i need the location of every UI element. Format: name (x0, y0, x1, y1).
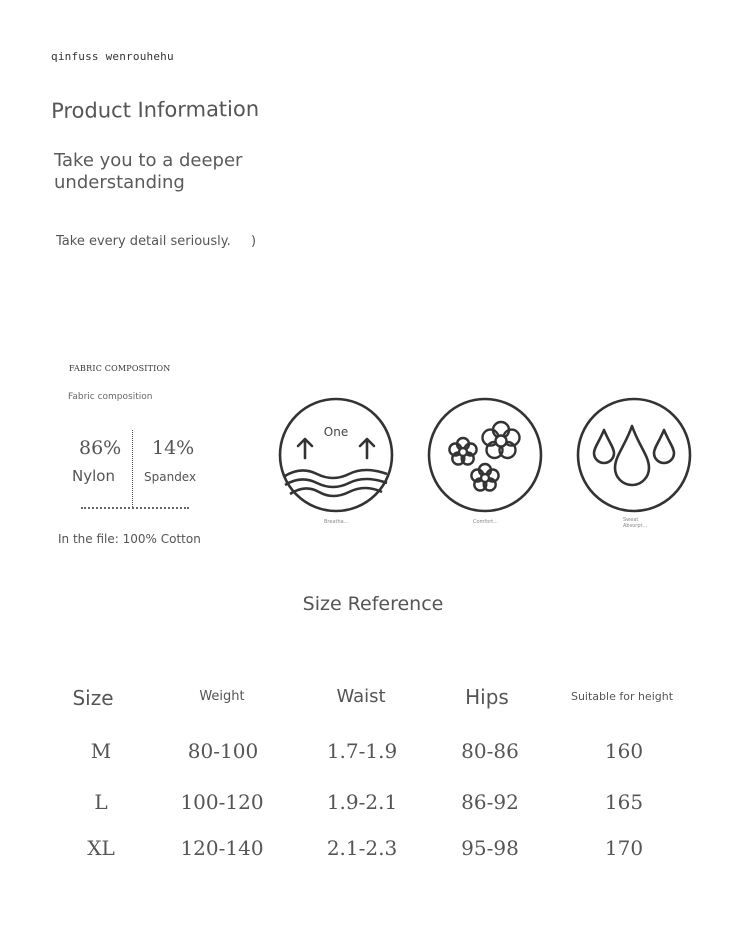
size-reference-title: Size Reference (302, 593, 444, 615)
table-cell-size: M (90, 739, 112, 763)
page-title: Product Information (51, 96, 260, 123)
fabric-subheading: Fabric composition (68, 392, 153, 402)
fabric-heading: FABRIC COMPOSITION (69, 364, 171, 373)
water-drops-icon (575, 396, 693, 514)
table-cell-size: XL (87, 836, 115, 860)
breathable-icon (277, 396, 395, 514)
table-cell-weight: 100-120 (180, 790, 264, 814)
header-height: Suitable for height (570, 690, 674, 703)
table-cell-height: 170 (604, 836, 644, 860)
nylon-percent: 86% (79, 437, 122, 459)
breathable-label: Breatha... (324, 519, 349, 525)
header-size: Size (72, 686, 114, 710)
header-hips: Hips (465, 685, 509, 709)
brand-name: qinfuss wenrouhehu (51, 50, 174, 63)
composition-underline (81, 507, 189, 509)
spandex-label: Spandex (144, 470, 197, 484)
table-cell-height: 165 (604, 790, 644, 814)
spandex-percent: 14% (152, 437, 195, 459)
sweat-absorb-label: Sweat Absorpt... (623, 517, 648, 529)
table-cell-hips: 86-92 (461, 790, 519, 814)
table-cell-hips: 80-86 (461, 739, 519, 763)
table-cell-waist: 1.9-2.1 (326, 790, 398, 814)
file-note: In the file: 100% Cotton (58, 532, 201, 546)
table-cell-hips: 95-98 (461, 836, 519, 860)
table-cell-size: L (94, 790, 108, 814)
table-cell-waist: 2.1-2.3 (326, 836, 398, 860)
header-waist: Waist (336, 686, 386, 707)
table-cell-weight: 80-100 (187, 739, 259, 763)
header-weight: Weight (199, 689, 245, 704)
page-subtitle: Take you to a deeper understanding (54, 150, 243, 193)
breathable-inner-text: One (323, 425, 349, 439)
table-cell-waist: 1.7-1.9 (326, 739, 398, 763)
nylon-label: Nylon (72, 467, 115, 485)
comfort-label: Comfort... (473, 519, 499, 525)
table-cell-height: 160 (604, 739, 644, 763)
detail-note: Take every detail seriously. (56, 234, 231, 249)
note-mark: ) (251, 234, 257, 249)
table-cell-weight: 120-140 (180, 836, 264, 860)
composition-divider (132, 430, 133, 507)
flower-icon (426, 396, 544, 514)
